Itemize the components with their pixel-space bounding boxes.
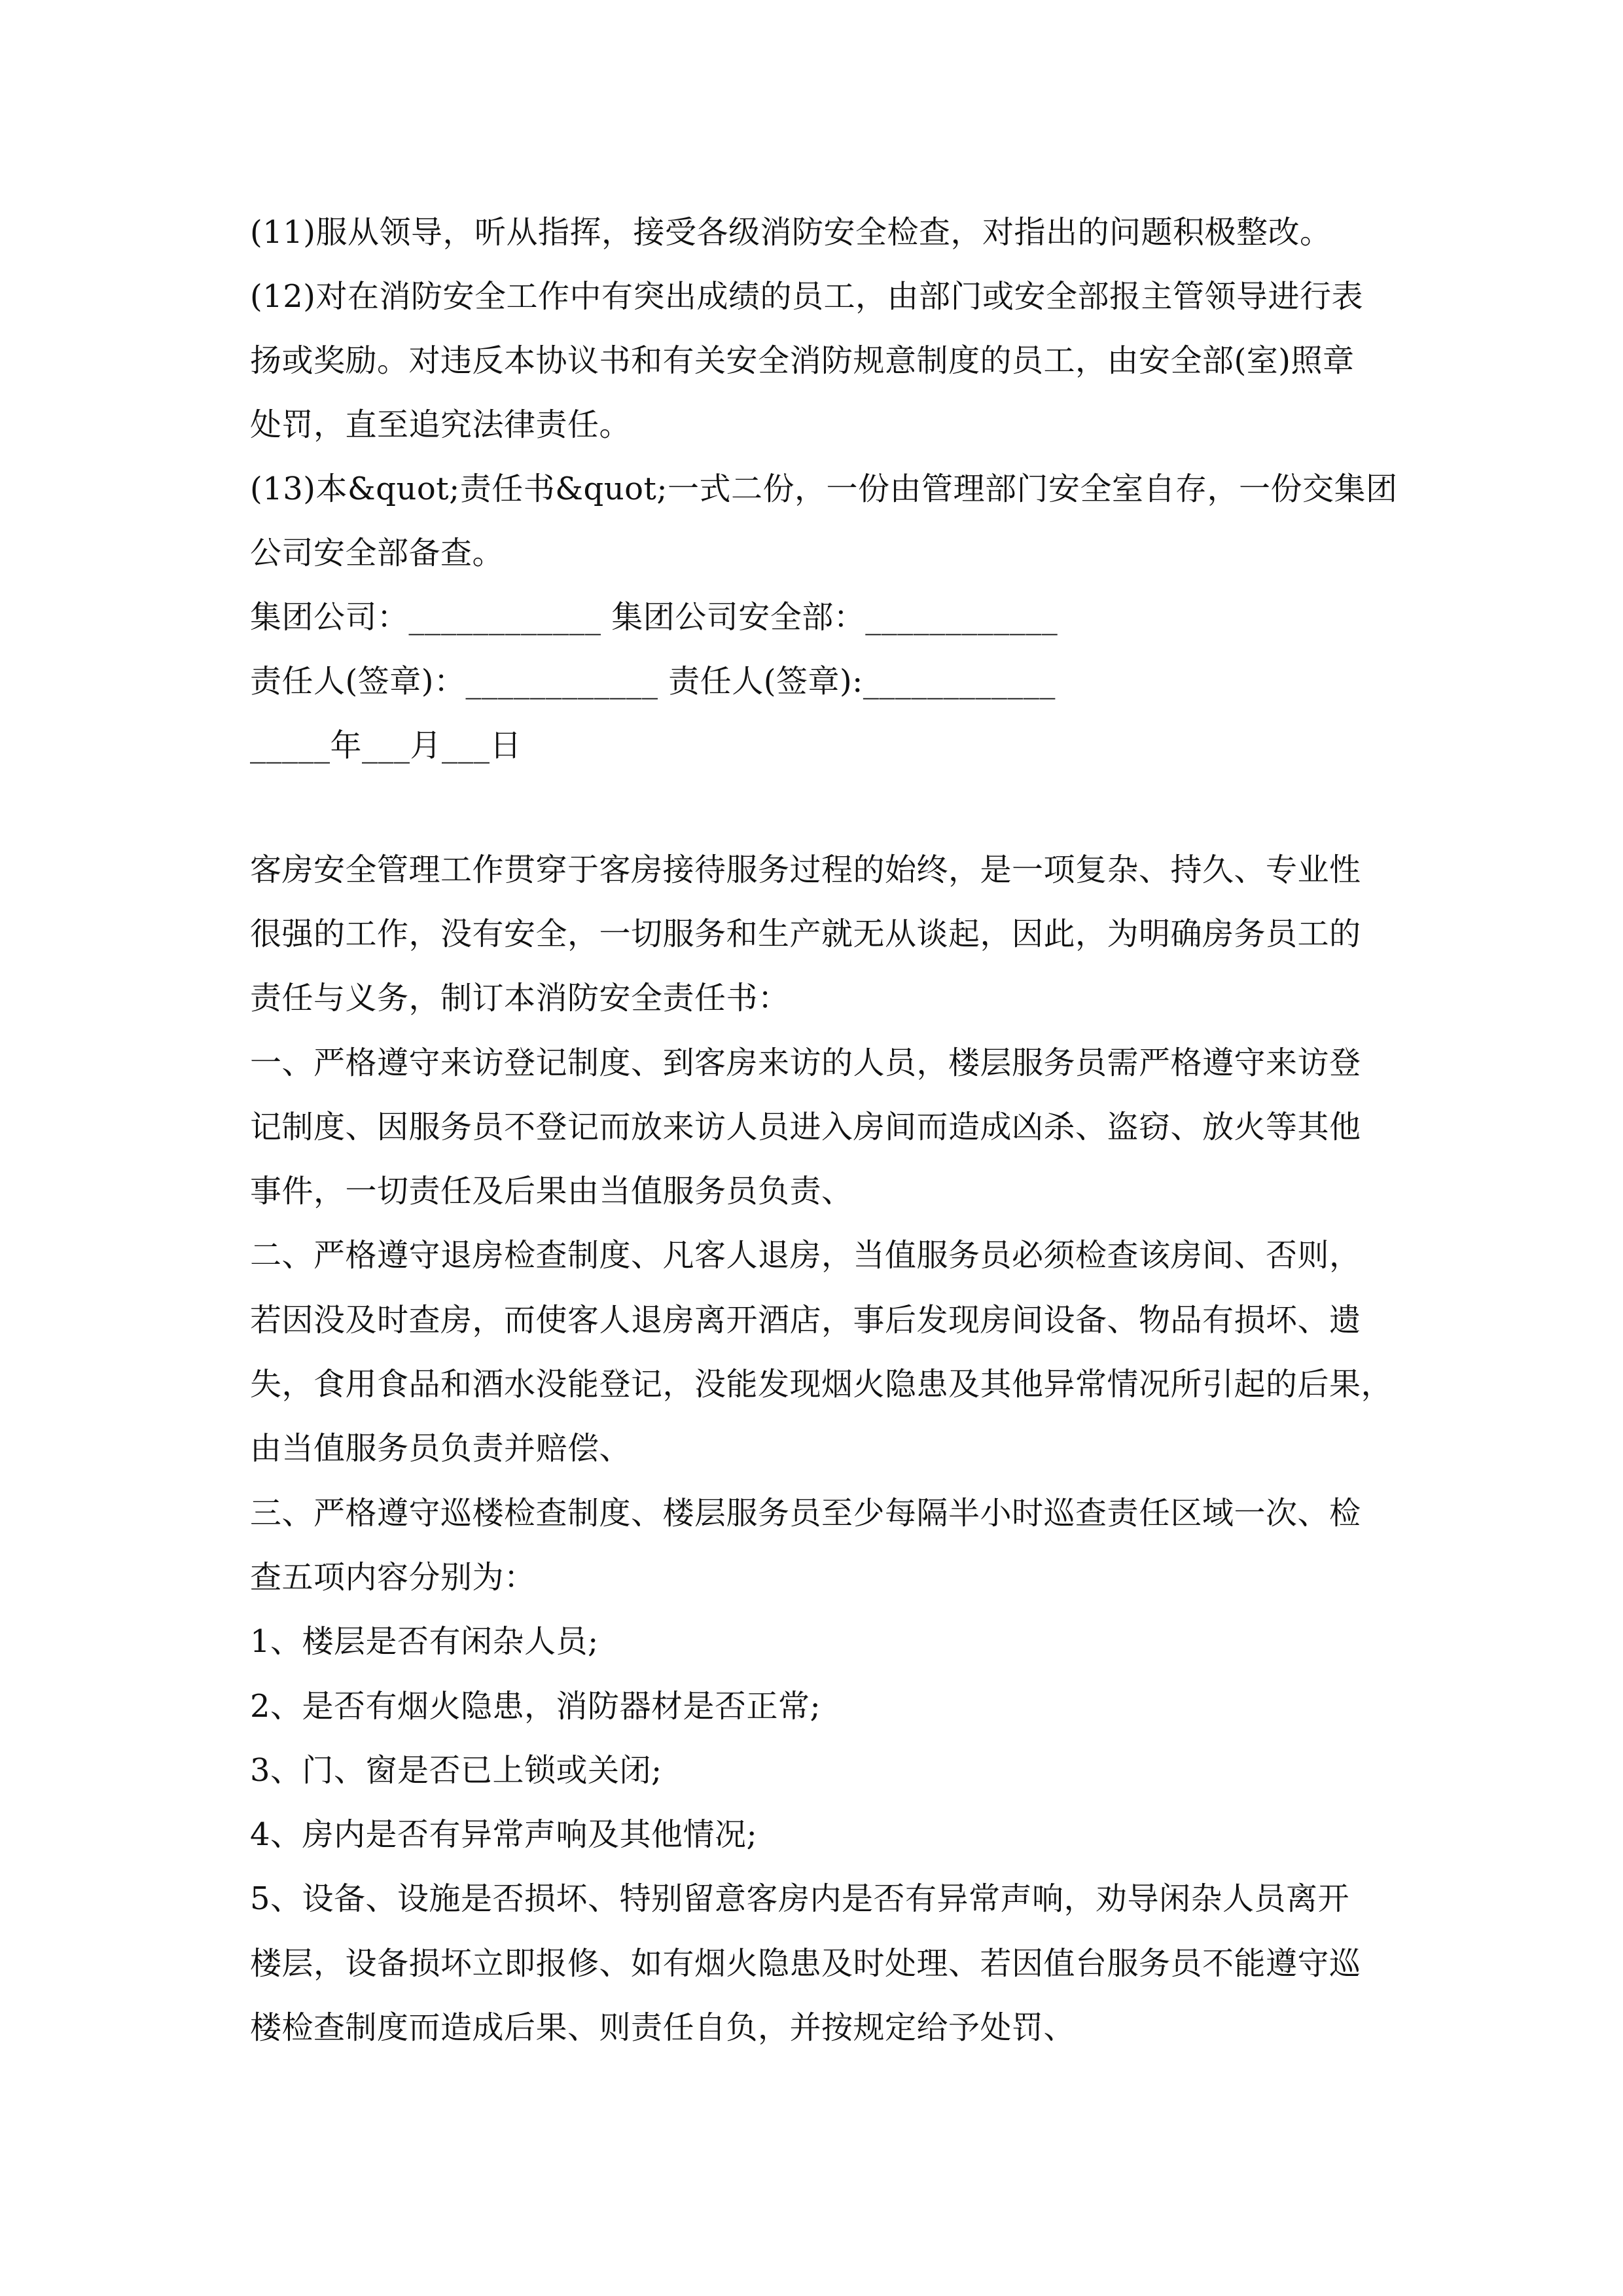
check-item-2: 2、是否有烟火隐患，消防器材是否正常; [250,1688,821,1725]
rule-2-line-4: 由当值服务员负责并赔偿、 [250,1430,632,1467]
signature-person-line: 责任人(签章)：____________ 责任人(签章):____________ [250,663,1056,700]
signature-company-line: 集团公司：____________ 集团公司安全部：____________ [250,599,1058,636]
intro-line-3: 责任与义务，制订本消防安全责任书： [250,980,790,1016]
intro-line-1: 客房安全管理工作贯穿于客房接待服务过程的始终，是一项复杂、持久、专业性 [250,852,1361,888]
check-item-5-line-3: 楼检查制度而造成后果、则责任自负，并按规定给予处罚、 [250,2009,1076,2046]
rule-1-line-3: 事件，一切责任及后果由当值服务员负责、 [250,1173,853,1210]
rule-1-line-2: 记制度、因服务员不登记而放来访人员进入房间而造成凶杀、盗窃、放火等其他 [250,1109,1361,1145]
clause-13-line-1: (13)本&quot;责任书&quot;一式二份，一份由管理部门安全室自存，一份交集团 [250,471,1398,507]
clause-12-line-3: 处罚，直至追究法律责任。 [250,406,632,443]
check-item-5-line-1: 5、设备、设施是否损坏、特别留意客房内是否有异常声响，劝导闲杂人员离开 [250,1880,1350,1917]
rule-1-line-1: 一、严格遵守来访登记制度、到客房来访的人员，楼层服务员需严格遵守来访登 [250,1045,1361,1081]
clause-13-line-2: 公司安全部备查。 [250,535,505,571]
check-item-3: 3、门、窗是否已上锁或关闭; [250,1752,662,1789]
date-line: _____年___月___日 [250,727,522,764]
rule-3-line-2: 查五项内容分别为： [250,1559,536,1596]
rule-2-line-2: 若因没及时查房，而使客人退房离开酒店，事后发现房间设备、物品有损坏、遗 [250,1302,1361,1338]
check-item-4: 4、房内是否有异常声响及其他情况; [250,1816,758,1853]
clause-12-line-2: 扬或奖励。对违反本协议书和有关安全消防规意制度的员工，由安全部(室)照章 [250,342,1355,379]
check-item-5-line-2: 楼层，设备损坏立即报修、如有烟火隐患及时处理、若因值台服务员不能遵守巡 [250,1945,1361,1982]
check-item-1: 1、楼层是否有闲杂人员; [250,1623,599,1660]
clause-12-line-1: (12)对在消防安全工作中有突出成绩的员工，由部门或安全部报主管领导进行表 [250,278,1364,315]
rule-2-line-1: 二、严格遵守退房检查制度、凡客人退房，当值服务员必须检查该房间、否则， [250,1237,1361,1274]
clause-11: (11)服从领导，听从指挥，接受各级消防安全检查，对指出的问题积极整改。 [250,214,1332,251]
intro-line-2: 很强的工作，没有安全，一切服务和生产就无从谈起，因此，为明确房务员工的 [250,916,1361,952]
rule-2-line-3: 失，食用食品和酒水没能登记，没能发现烟火隐患及其他异常情况所引起的后果， [250,1366,1393,1403]
rule-3-line-1: 三、严格遵守巡楼检查制度、楼层服务员至少每隔半小时巡查责任区域一次、检 [250,1495,1361,1532]
